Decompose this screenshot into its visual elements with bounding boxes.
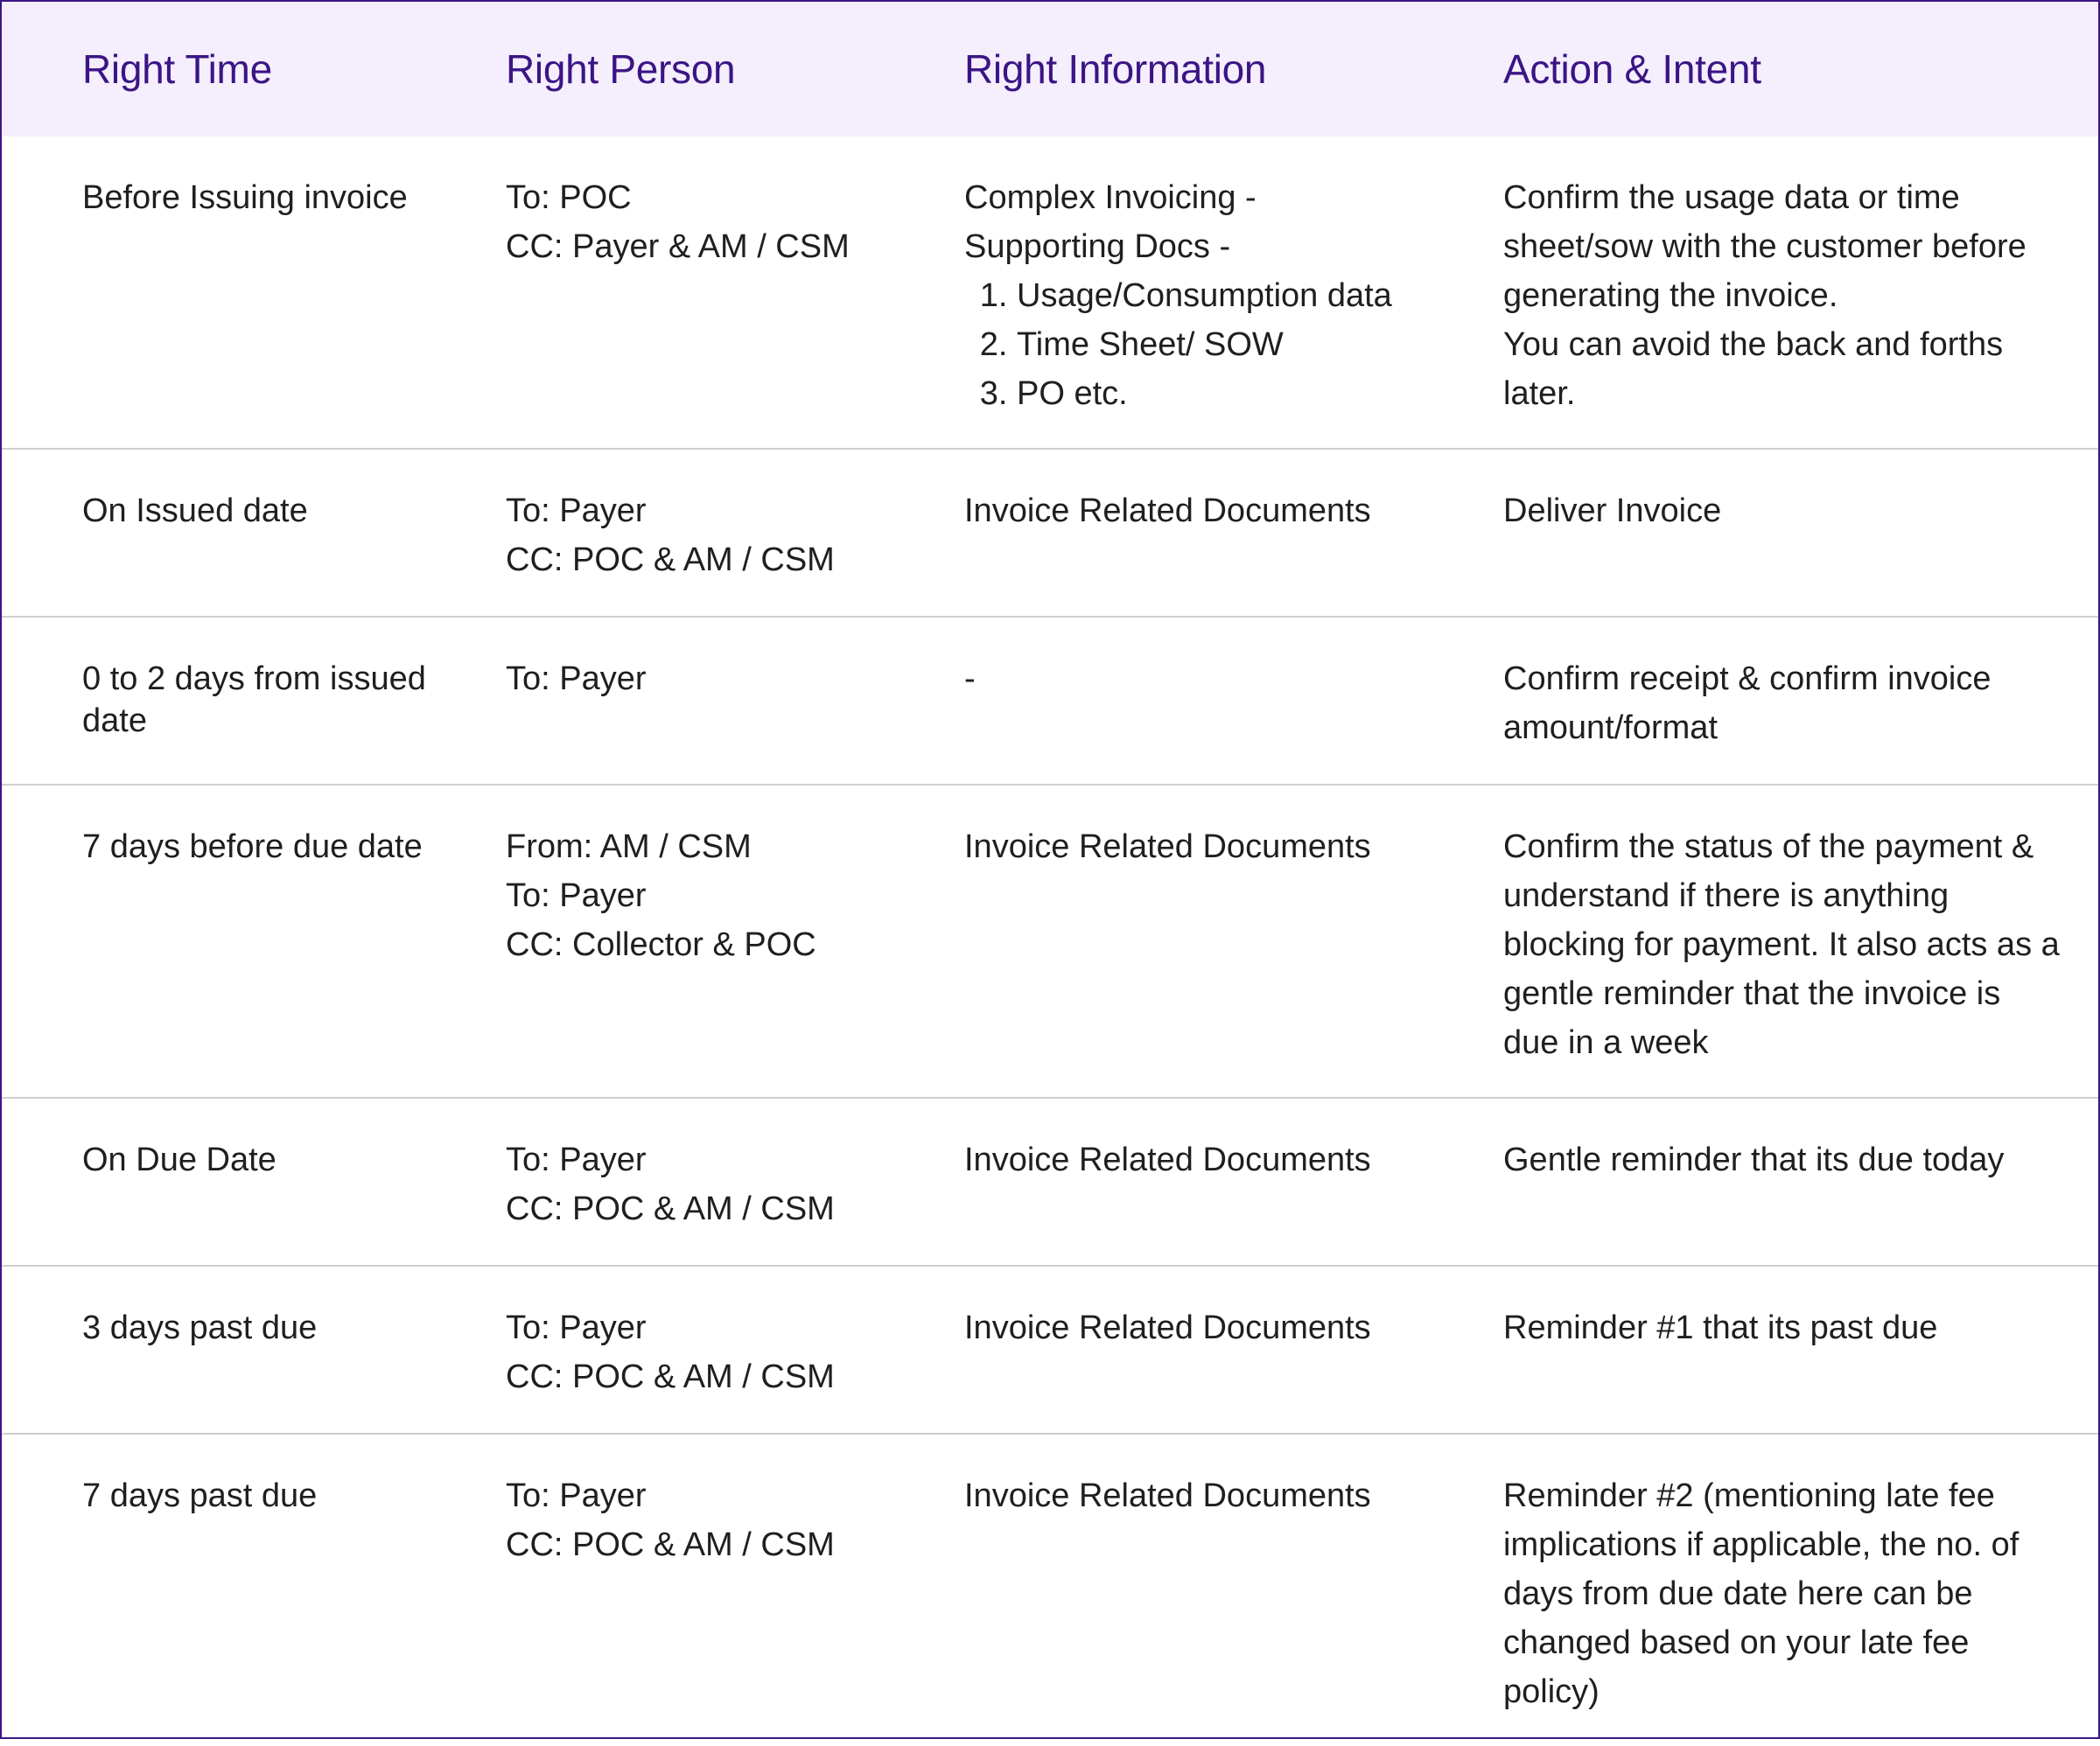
recipient-line: To: Payer: [506, 1310, 647, 1346]
header-right-time: Right Time: [82, 46, 272, 92]
time-cell: 3 days past due: [82, 1310, 318, 1346]
action-cell: Confirm receipt & confirm invoice amount/format: [1503, 660, 1992, 746]
person-cell: [506, 785, 964, 1098]
recipient-line: From: AM / CSM: [506, 828, 752, 865]
recipient-line: To: Payer: [506, 492, 647, 529]
table-row: [2, 1098, 2098, 1266]
action-cell: Reminder #2 (mentioning late fee implications if applicable, the no. of days from due date here can be changed based on your late fee policy): [1503, 1477, 2020, 1710]
person-cell: [506, 1266, 964, 1434]
action-text-extra: You can avoid the back and forths later.: [1503, 326, 2004, 412]
information-cell: -: [964, 660, 976, 697]
time-cell: Before Issuing invoice: [82, 179, 408, 216]
recipient-line: To: POC: [506, 179, 632, 216]
header-right-information: Right Information: [964, 46, 1267, 92]
information-cell: Invoice Related Documents: [964, 1310, 1371, 1346]
person-cell: [506, 1434, 964, 1746]
action-cell: Gentle reminder that its due today: [1503, 1142, 2005, 1178]
action-cell: Deliver Invoice: [1503, 492, 1722, 529]
action-cell: Reminder #1 that its past due: [1503, 1310, 1938, 1346]
list-item: 2. Time Sheet/ SOW: [1017, 320, 1503, 369]
information-cell: Invoice Related Documents: [964, 828, 1371, 865]
action-cell: Confirm the status of the payment & understand if there is anything blocking for payment. It also acts as a gentle reminder that the invoice is due in a week: [1503, 828, 2060, 1061]
recipient-line: CC: POC & AM / CSM: [506, 1191, 835, 1227]
information-cell: Invoice Related Documents: [964, 492, 1371, 529]
information-line: Complex Invoicing -: [964, 179, 1256, 216]
recipient-line: CC: Collector & POC: [506, 926, 816, 963]
information-cell: [964, 136, 1503, 449]
person-cell: [506, 136, 964, 449]
header-action-intent: Action & Intent: [1503, 46, 1761, 92]
table-row: [2, 1434, 2098, 1746]
information-cell: Invoice Related Documents: [964, 1142, 1371, 1178]
table-row: [2, 449, 2098, 617]
recipient-line: CC: Payer & AM / CSM: [506, 228, 850, 265]
table-row: [2, 617, 2098, 785]
communication-schedule-table: [2, 2, 2098, 1746]
table-header: [2, 2, 2098, 136]
time-cell: 7 days before due date: [82, 828, 423, 865]
recipient-line: CC: POC & AM / CSM: [506, 541, 835, 578]
supporting-docs-list: [964, 271, 1503, 418]
table-row: [2, 136, 2098, 449]
action-cell: [1503, 136, 2098, 449]
recipient-line: To: Payer: [506, 877, 647, 914]
header-row: [2, 2, 2098, 136]
recipient-line: To: Payer: [506, 1477, 647, 1514]
table-body: [2, 136, 2098, 1746]
table-row: [2, 1266, 2098, 1434]
list-item: 3. PO etc.: [1017, 369, 1503, 418]
action-text: Confirm the usage data or time sheet/sow with the customer before generating the invoice.: [1503, 179, 2026, 314]
time-cell: 0 to 2 days from issued date: [82, 660, 426, 739]
person-cell: [506, 617, 964, 785]
list-item: 1. Usage/Consumption data: [1017, 271, 1503, 320]
time-cell: 7 days past due: [82, 1477, 318, 1514]
header-right-person: Right Person: [506, 46, 736, 92]
recipient-line: To: Payer: [506, 1142, 647, 1178]
recipient-line: CC: POC & AM / CSM: [506, 1358, 835, 1395]
person-cell: [506, 449, 964, 617]
person-cell: [506, 1098, 964, 1266]
recipient-line: CC: POC & AM / CSM: [506, 1526, 835, 1563]
time-cell: On Issued date: [82, 492, 308, 529]
table-row: [2, 785, 2098, 1098]
recipient-line: To: Payer: [506, 660, 647, 697]
time-cell: On Due Date: [82, 1142, 276, 1178]
information-cell: Invoice Related Documents: [964, 1477, 1371, 1514]
information-line: Supporting Docs -: [964, 228, 1231, 265]
